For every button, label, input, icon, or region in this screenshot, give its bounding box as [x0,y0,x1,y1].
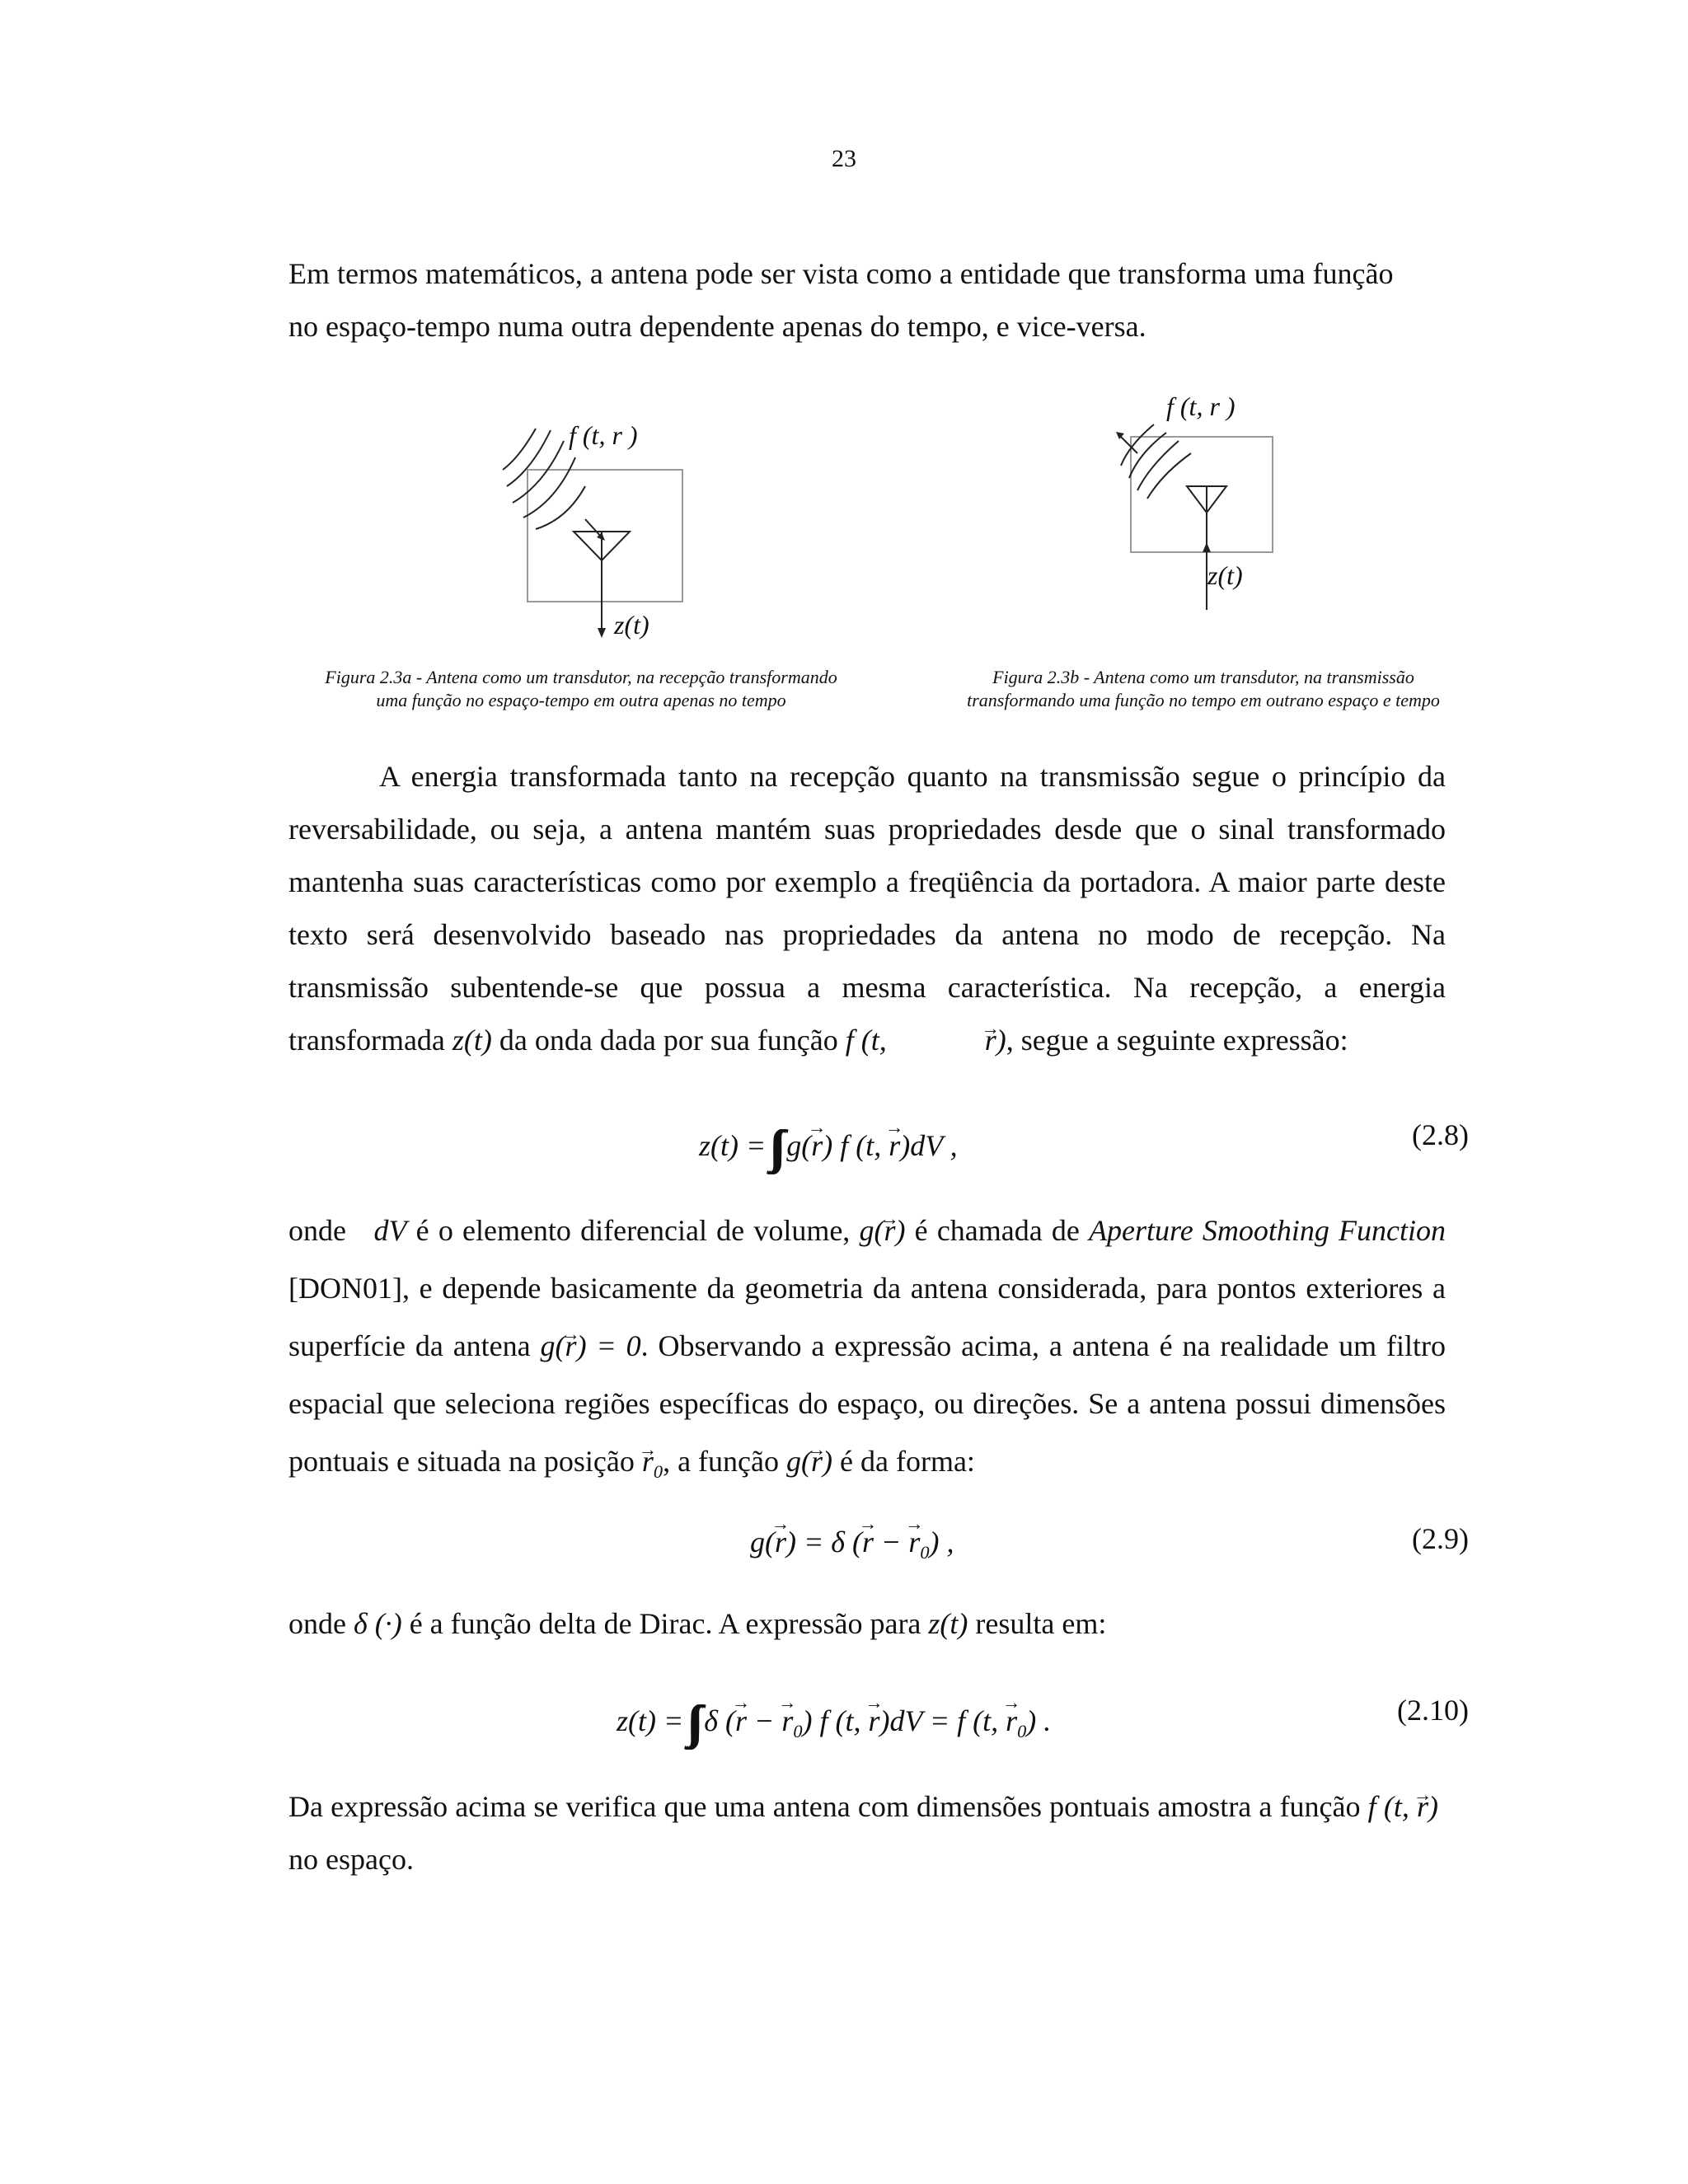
figure-2-3b [1104,387,1352,626]
wave-arc [536,486,585,529]
equation-2-8 [0,1118,1688,1183]
equation-2-10-body: z(t) = δ (→ r − → $r_0$) f (t, → r)dV = f (t, → $r_0$) . [617,1696,1051,1749]
math-delta: δ (·) [353,1607,402,1640]
intro-paragraph [288,247,1446,353]
energy-paragraph: A energia transformada tanto na recepção quanto na transmissão segue o princípio da reversabilidade, ou seja, a antena mantém suas propriedades desde que o sinal transformado mantenha suas características como por exemplo a freqüência da portadora. A maior parte deste texto será desenvolvido baseado nas propriedades da antena no modo de recepção. Na transmissão subentende-se que possua a mesma característica. Na recepção, a energia transformada z(t) da onda dada por sua função f (t, → r), segue a seguinte expressão: [288,750,1446,1066]
equation-2-9 [0,1521,1688,1587]
input-arrow-head [1203,542,1211,552]
conclusion-paragraph: Da expressão acima se verifica que uma antena com dimensões pontuais amostra a função f (t, → r) no espaço. [288,1780,1446,1886]
math-r0: → $r_0$ [642,1445,663,1478]
wave-arc [513,441,564,503]
page-number: 23 [832,145,856,172]
figure-label-z: z(t) [1207,560,1243,590]
incident-arrow [585,519,602,537]
equation-2-8-number: (2.8) [1412,1118,1469,1151]
equation-2-8-body: z(t) = g(→ r) f (t, → r)dV , [699,1121,958,1174]
math-dV: dV [373,1214,407,1247]
figure-2-3b-caption: Figura 2.3b - Antena como um transdutor, na transmissão transformando uma função no tempo em outrano espaço e tempo [967,667,1440,710]
math-z-t: z(t) [452,1024,492,1057]
math-g-r-zero: g(→ r) = 0 [541,1329,641,1362]
wave-arc [1121,424,1154,466]
wave-arc [1147,453,1191,499]
delta-paragraph: onde δ (·) é a função delta de Dirac. A expressão para z(t) resulta em: [288,1607,1107,1640]
figure-label-f: f (t, r ) [1166,391,1236,421]
intro-line-1: Em termos matemáticos, a antena pode ser vista como a entidade que transforma uma função [288,257,1394,290]
math-f-t-r-2: f (t, → r) [1368,1790,1438,1823]
math-g-r: g(→ r) [859,1214,905,1247]
antenna-box [528,470,682,602]
equation-2-10 [0,1693,1688,1759]
math-g-r-2: g(→ r) [786,1445,832,1478]
equation-2-10-number: (2.10) [1397,1694,1469,1727]
figure-label-f: f (t, r ) [569,420,638,450]
equation-2-9-number: (2.9) [1412,1522,1469,1555]
figure-2-3a [478,412,725,651]
output-arrow-head [598,628,606,638]
figure-2-3a-caption: Figura 2.3a - Antena como um transdutor, na recepção transformando uma função no espaço-tempo em outra apenas no tempo [325,667,837,710]
equation-2-9-body: g(→ r) = δ (→ r − → $r_0$) , [750,1525,954,1563]
math-z-t-2: z(t) [928,1607,968,1640]
math-f-t-r: f (t, → r) [846,1024,1006,1057]
intro-line-2: no espaço-tempo numa outra dependente apenas do tempo, e vice-versa. [288,310,1146,343]
wave-arc [1129,433,1166,478]
figure-label-z: z(t) [614,610,649,640]
antenna-box [1131,437,1273,552]
aperture-paragraph: onde dV é o elemento diferencial de volume, g(→ r) é chamada de Aperture Smoothing Function [DON01], e depende basicamente da geometria da antena considerada, para pontos exteriores a superfície da antena g(→ r) = 0. Observando a expressão acima, a antena é na realidade um filtro espacial que seleciona regiões específicas do espaço, ou direções. Se a antena possui dimensões pontuais e situada na posição → $r_0$, a função g(→ r) é da forma: [288,1202,1446,1501]
